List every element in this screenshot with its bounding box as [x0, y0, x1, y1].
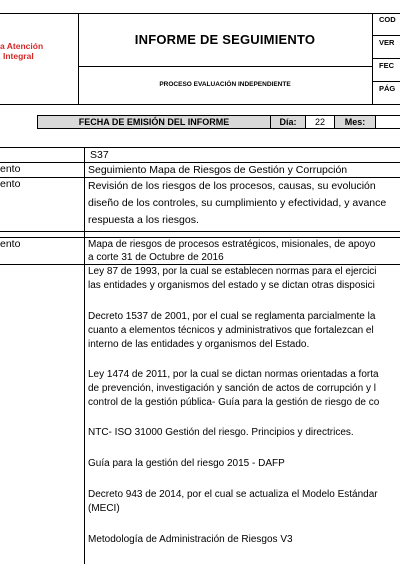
normative-item: Guía para la gestión del riesgo 2015 - DAFP: [88, 458, 285, 469]
emission-date-bar: [37, 115, 400, 129]
scope-line: a corte 31 de Octubre de 2016: [88, 252, 224, 263]
normative-item: Metodología de Administración de Riesgos V3: [88, 534, 293, 545]
normative-list: [88, 265, 379, 547]
month-label: Mes:: [344, 117, 366, 127]
normative-item: NTC- ISO 31000 Gestión del riesgo. Principios y directrices.: [88, 427, 354, 438]
normative-item: Decreto 1537 de 2001, por el cual se reglamenta parcialmente la cuanto a elementos técnicos y administrativos que fortalezcan el interno de las entidades y organismos del Estado.: [88, 311, 376, 350]
scope-line: Mapa de riesgos de procesos estratégicos, misionales, de apoyo: [88, 239, 376, 250]
row-label-name: ento: [0, 163, 21, 175]
normative-item: Ley 87 de 1993, por la cual se establecen normas para el ejercici las entidades y organismos del estado y se dictan otras disposici: [88, 266, 377, 291]
page-label: PÁG: [379, 84, 396, 93]
row-label-objective: ento: [0, 178, 21, 190]
report-scope: [88, 238, 375, 264]
date-label: FEC: [379, 61, 394, 70]
day-value: 22: [306, 116, 334, 128]
report-objective: [88, 178, 386, 229]
row-label-scope: ento: [0, 238, 21, 250]
logo-text-line1: a Atención: [0, 41, 44, 51]
logo-text-line2: Integral: [3, 51, 34, 61]
objective-line: Revisión de los riesgos de los procesos, causas, su evolución: [88, 180, 376, 192]
normative-item: Ley 1474 de 2011, por la cual se dictan normas orientadas a forta de prevención, investigación y sanción de actos de corrupción y l control de la gestión pública- Guía para la gestión de riesgo de co: [88, 369, 380, 408]
code-label: COD: [379, 15, 396, 24]
month-value: [376, 116, 400, 128]
report-name: Seguimiento Mapa de Riesgos de Gestión y Corrupción: [88, 164, 348, 176]
objective-line: diseño de los controles, su cumplimiento y efectividad, y avance: [88, 197, 387, 209]
report-subtitle: PROCESO EVALUACIÓN INDEPENDIENTE: [159, 81, 291, 88]
day-label: Día:: [279, 117, 297, 127]
report-number: S37: [90, 149, 109, 161]
emission-date-label: FECHA DE EMISIÓN DEL INFORME: [78, 117, 230, 127]
version-label: VER: [379, 38, 395, 47]
report-title: INFORME DE SEGUIMIENTO: [134, 32, 316, 47]
normative-item: Decreto 943 de 2014, por el cual se actualiza el Modelo Estándar (MECI): [88, 489, 378, 514]
objective-line: respuesta a los riesgos.: [88, 214, 199, 226]
